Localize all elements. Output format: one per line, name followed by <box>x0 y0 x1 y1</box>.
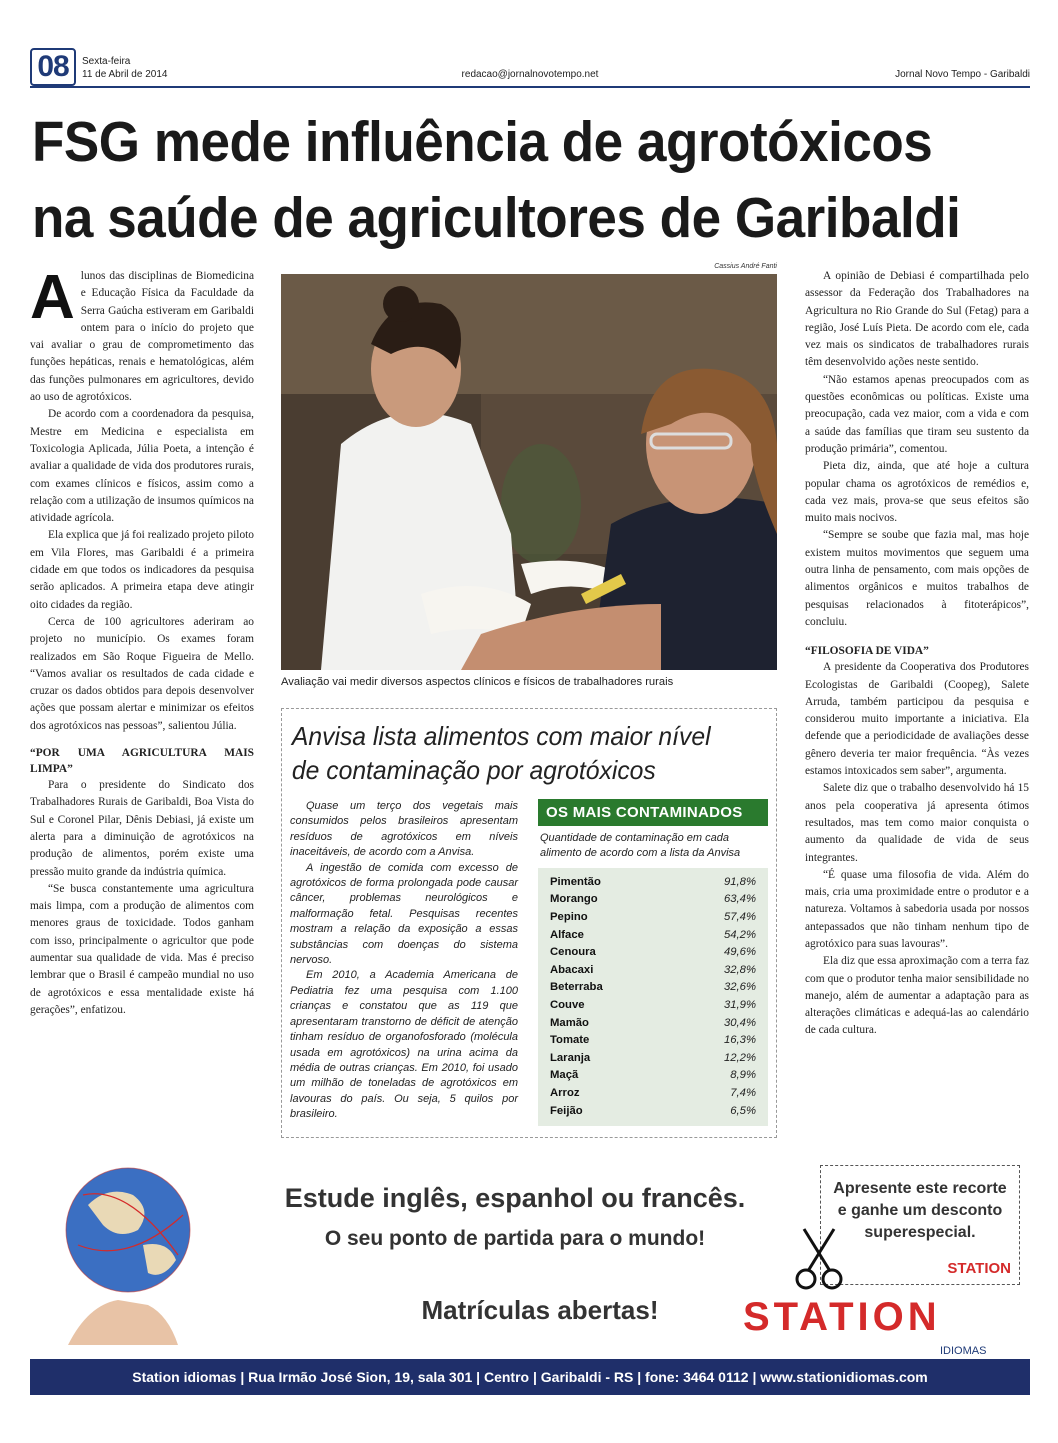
contamination-value: 32,8% <box>723 963 756 976</box>
paragraph: Quase um terço dos vegetais mais consumidos pelos brasileiros apresentam resíduos de agrotóxicos em níveis inaceitáveis, de acordo com a Anvisa. <box>290 800 518 859</box>
paragraph: Para o presidente do Sindicato dos Trabalhadores Rurais de Garibaldi, Boa Vista do Sul e Coronel Pilar, Dênis Debiasi, já existe um alerta para a diminuição de agrotóxicos na produção de alimentos, porém existe uma pressão muito grande da indústria química. <box>30 779 254 878</box>
coupon[interactable] <box>820 1165 1020 1285</box>
page-number: 08 <box>30 48 76 86</box>
info-box-title <box>290 719 744 787</box>
food-name: Pepino <box>550 911 588 923</box>
table-row <box>550 909 756 927</box>
contamination-value: 30,4% <box>723 1016 756 1029</box>
food-name: Feijão <box>550 1104 583 1117</box>
newsroom-email[interactable]: redacao@jornalnovotempo.net <box>461 69 599 80</box>
contamination-table <box>538 799 768 1126</box>
photo-illustration <box>281 274 777 670</box>
food-name: Mamão <box>550 1016 589 1029</box>
contamination-value: 54,2% <box>723 928 756 941</box>
paragraph: De acordo com a coordenadora da pesquisa, Mestre em Medicina e especialista em Toxicologia Aplicada, Júlia Poeta, a intenção é avaliar a qualidade de vida dos produtores rurais, com exames clínicos e físicos, assim como a relação com a utilização de insumos químicos na atividade agrícola. <box>30 408 254 525</box>
scissors-icon <box>794 1227 844 1291</box>
contamination-value: 6,5% <box>730 1104 756 1117</box>
issue-date <box>82 55 167 81</box>
weekday: Sexta-feira <box>82 56 131 67</box>
table-row <box>550 1103 756 1121</box>
ad-enrollment: Matrículas abertas! <box>421 1295 659 1325</box>
food-name: Alface <box>550 928 584 941</box>
subheading: “POR UMA AGRICULTURA MAIS LIMPA” <box>30 747 254 776</box>
food-name: Cenoura <box>550 946 596 959</box>
article-column-right <box>805 268 1029 1040</box>
paragraph: “Não estamos apenas preocupados com as questões econômicas ou políticas. Existe uma preocupação, cada vez maior, com a vida e com a saúde das famílias que tiram seu sustento da produção primária”, comentou. <box>805 373 1029 455</box>
table-row <box>550 874 756 892</box>
headline-line-2: na saúde de agricultores de Garibaldi <box>32 186 961 250</box>
globe-hand-icon <box>58 1155 198 1345</box>
contamination-value: 63,4% <box>723 893 756 906</box>
paragraph: Cerca de 100 agricultores aderiram ao projeto no município. Os exames foram realizados em São Roque Figueira de Mello. “Vamos avaliar os resultados de cada cidade e cruzar os dados obtidos para depois desenvolver ações que possam alertar e minimizar os efeitos dos agrotóxicos nas pessoas”, salientou Júlia. <box>30 615 254 732</box>
station-logo-subtitle: IDIOMAS <box>940 1345 987 1357</box>
ad-subheadline: O seu ponto de partida para o mundo! <box>324 1227 706 1250</box>
advertisement[interactable] <box>30 1155 1030 1395</box>
contamination-value: 12,2% <box>723 1051 756 1064</box>
header-divider <box>30 86 1030 88</box>
food-name: Maçã <box>550 1069 579 1082</box>
paragraph: lunos das disciplinas de Biomedicina e Educação Física da Faculdade da Serra Gaúcha estiveram em Garibaldi ontem para o início do projeto que vai avaliar o grau de comprometimento das funções hepáticas, renais e hematológicas, além das funções pulmonares em agricultores, devido ao uso de agrotóxicos. <box>30 270 254 404</box>
food-name: Laranja <box>550 1051 591 1064</box>
table-body <box>538 868 768 1126</box>
info-box <box>281 708 777 1138</box>
info-box-text <box>290 799 518 1123</box>
table-row <box>550 997 756 1015</box>
food-name: Pimentão <box>550 875 601 888</box>
article-photo <box>281 274 777 670</box>
food-name: Abacaxi <box>550 963 594 976</box>
newspaper-name: Jornal Novo Tempo - Garibaldi <box>895 69 1030 80</box>
contamination-value: 16,3% <box>723 1034 756 1047</box>
ad-footer: Station idiomas | Rua Irmão José Sion, 19, sala 301 | Centro | Garibaldi - RS | fone: 3464 0112 | www.stationidiomas.com <box>30 1359 1030 1395</box>
table-row <box>550 1015 756 1033</box>
contamination-value: 8,9% <box>730 1069 756 1082</box>
contamination-value: 32,6% <box>723 981 756 994</box>
food-name: Couve <box>550 998 585 1011</box>
contamination-value: 91,8% <box>723 875 756 888</box>
paragraph: A ingestão de comida com excesso de agrotóxicos de forma prolongada pode causar câncer, problemas neurológicos e malformação fetal. Pesquisas recentes mostram a relação da exposição a essas substâncias com doenças do sistema nervoso. <box>290 861 518 967</box>
date: 11 de Abril de 2014 <box>82 69 168 80</box>
table-row <box>550 962 756 980</box>
paragraph: “É quase uma filosofia de vida. Além do mais, cria uma proximidade entre o produtor e a natureza. Voltamos à sabedoria usada por nossos antepassados que não tinham nenhum tipo de agrotóxico para suas lavouras”. <box>805 868 1029 950</box>
food-name: Beterraba <box>550 981 603 994</box>
table-description: Quantidade de contaminação em cada alimento de acordo com a lista da Anvisa <box>540 832 741 860</box>
ad-headline: Estude inglês, espanhol ou francês. <box>284 1183 746 1213</box>
contamination-value: 49,6% <box>723 946 756 959</box>
table-row <box>550 944 756 962</box>
paragraph: A presidente da Cooperativa dos Produtores Ecologistas de Garibaldi (Coopeg), Salete Arruda, também participou da pesquisa e considerou muito importante a iniciativa. Ela defende que a periodicidade de avaliações desse gênero deveria ter maior frequência. “Às vezes estamos intoxicados sem saber”, argumenta. <box>805 661 1029 778</box>
article-column-left <box>30 263 254 1019</box>
paragraph: Ela explica que já foi realizado projeto piloto em Vila Flores, mas Garibaldi é a primeira cidade em que todos os indicadores da pesquisa serão aplicados. A primeira etapa deve atingir oito cidades da região. <box>30 529 254 611</box>
food-name: Morango <box>550 893 598 906</box>
headline <box>32 104 962 256</box>
table-row <box>550 891 756 909</box>
paragraph: A opinião de Debiasi é compartilhada pelo assessor da Federação dos Trabalhadores na Agricultura no Rio Grande do Sul (Fetag) para a região, José Luís Pieta. De acordo com ele, cada vez mais os sindicatos de trabalhadores rurais têm desenvolvido ações neste sentido. <box>805 270 1029 369</box>
food-name: Arroz <box>550 1086 580 1099</box>
station-logo: STATION <box>743 1295 941 1339</box>
table-title: OS MAIS CONTAMINADOS <box>538 799 768 826</box>
photo-credit: Cassius André Fanti <box>714 263 777 270</box>
food-name: Tomate <box>550 1034 590 1047</box>
info-box-title-line-1: Anvisa lista alimentos com maior nível <box>291 721 711 751</box>
paragraph: Ela diz que essa aproximação com a terra faz com que o produtor tenha maior sensibilidade no manejo, além de aumentar a adaptação para as alterações climáticas e adequá-las ao calendário de cada cultura. <box>805 955 1029 1037</box>
paragraph: Salete diz que o trabalho desenvolvido há 15 anos pela cooperativa já apresenta ótimos resultados, mas tem como maior conquista o aumento da qualidade de vida de seus integrantes. <box>805 782 1029 864</box>
subheading: “FILOSOFIA DE VIDA” <box>805 645 929 658</box>
paragraph: Em 2010, a Academia Americana de Pediatria fez uma pesquisa com 1.100 crianças e constatou que as 119 que apresentaram transtorno de déficit de atenção tinham resíduo de organofosforado (molécula usada em agrotóxicos) na urina acima da média de outras crianças. Em 2010, foi usado um milhão de toneladas de agrotóxicos em lavouras do país. Ou seja, 5 quilos por brasileiro. <box>290 969 518 1121</box>
table-row <box>550 979 756 997</box>
table-row <box>550 1085 756 1103</box>
info-box-title-line-2: de contaminação por agrotóxicos <box>291 755 656 785</box>
contamination-value: 57,4% <box>723 911 756 923</box>
drop-cap: A <box>30 263 75 332</box>
coupon-brand: STATION <box>947 1260 1011 1277</box>
table-row <box>550 1032 756 1050</box>
paragraph: “Sempre se soube que fazia mal, mas hoje existem muitos movimentos que seguem uma outra linha de pensamento, com mais opções de alimentos orgânicos e muitos trabalhos de pesquisas relacionados à fitoterápicos”, concluiu. <box>805 529 1029 628</box>
table-row <box>550 927 756 945</box>
paragraph: Pieta diz, ainda, que até hoje a cultura popular chama os agrotóxicos de remédios e, cada vez mais, prova-se que seus efeitos são muito mais nocivos. <box>805 460 1029 525</box>
contamination-value: 7,4% <box>730 1086 756 1099</box>
headline-line-1: FSG mede influência de agrotóxicos <box>32 110 933 174</box>
table-row <box>550 1050 756 1068</box>
paragraph: “Se busca constantemente uma agricultura mais limpa, com a produção de alimentos com menores graus de toxicidade. Todos ganham com isso, principalmente o agricultor que pode aumentar sua qualidade de vida. Mas é preciso lembrar que o Brasil é campeão mundial no uso de agrotóxicos e essa mentalidade existe há gerações”, enfatizou. <box>30 882 254 1016</box>
photo-caption: Avaliação vai medir diversos aspectos clínicos e físicos de trabalhadores rurais <box>281 676 674 688</box>
coupon-text: Apresente este recorte e ganhe um desconto superespecial. <box>833 1180 1007 1241</box>
table-row <box>550 1067 756 1085</box>
contamination-value: 31,9% <box>723 998 756 1011</box>
